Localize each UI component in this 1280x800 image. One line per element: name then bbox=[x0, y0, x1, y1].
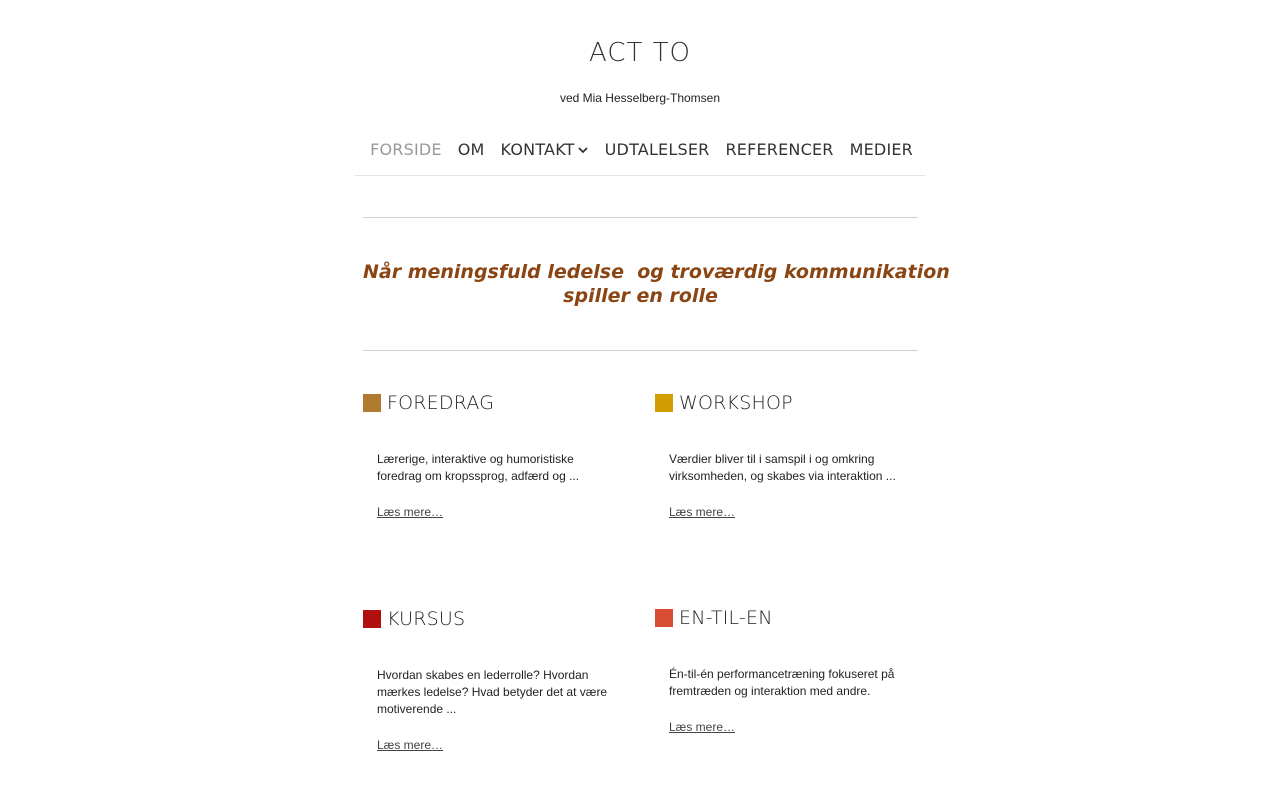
section-title: FOREDRAG bbox=[387, 392, 495, 414]
read-more-link[interactable]: Læs mere… bbox=[377, 738, 444, 752]
read-more-link[interactable]: Læs mere… bbox=[669, 720, 736, 734]
nav-item-udtalelser[interactable]: UDTALELSER bbox=[604, 140, 710, 159]
chevron-down-icon bbox=[577, 144, 589, 156]
nav-item-medier[interactable]: MEDIER bbox=[849, 140, 913, 159]
section-text: Lærerige, interaktive og humoristiske foredrag om kropssprog, adfærd og ... bbox=[377, 452, 580, 483]
nav-item-referencer[interactable]: REFERENCER bbox=[725, 140, 834, 159]
section-text: Én-til-én performancetræning fokuseret på fremtræden og interaktion med andre. bbox=[669, 667, 895, 698]
tagline bbox=[363, 260, 950, 308]
section-workshop bbox=[655, 389, 905, 521]
read-more-link[interactable]: Læs mere… bbox=[669, 505, 736, 519]
square-icon bbox=[655, 609, 673, 627]
nav-item-kontakt[interactable] bbox=[501, 140, 589, 159]
nav-item-forside[interactable]: FORSIDE bbox=[370, 140, 442, 159]
nav-item-om[interactable]: OM bbox=[457, 140, 485, 159]
square-icon bbox=[363, 610, 381, 628]
divider-bottom bbox=[363, 350, 918, 351]
divider-top bbox=[363, 217, 918, 218]
section-header bbox=[363, 389, 613, 417]
section-kursus bbox=[363, 605, 613, 754]
site-title[interactable]: ACT TO bbox=[589, 38, 691, 68]
section-title: EN-TIL-EN bbox=[679, 607, 773, 629]
tagline-line-1: Når meningsfuld ledelse og troværdig kommunikation bbox=[363, 261, 950, 283]
read-more-link[interactable]: Læs mere… bbox=[377, 505, 444, 519]
section-text: Hvordan skabes en lederrolle? Hvordan mærkes ledelse? Hvad betyder det at være motiverende ... bbox=[377, 668, 608, 716]
section-header bbox=[363, 605, 613, 633]
section-header bbox=[655, 604, 905, 632]
section-text: Værdier bliver til i samspil i og omkring virksomheden, og skabes via interaktion ... bbox=[669, 452, 896, 483]
square-icon bbox=[655, 394, 673, 412]
tagline-line-2: spiller en rolle bbox=[563, 285, 718, 307]
section-header bbox=[655, 389, 905, 417]
section-title: KURSUS bbox=[387, 608, 466, 630]
square-icon bbox=[363, 394, 381, 412]
section-foredrag bbox=[363, 389, 613, 521]
section-title: WORKSHOP bbox=[679, 392, 793, 414]
site-subtitle: ved Mia Hesselberg-Thomsen bbox=[559, 91, 721, 105]
nav-item-kontakt-label: KONTAKT bbox=[500, 140, 575, 159]
section-en-til-en bbox=[655, 604, 905, 736]
main-nav bbox=[355, 140, 925, 176]
